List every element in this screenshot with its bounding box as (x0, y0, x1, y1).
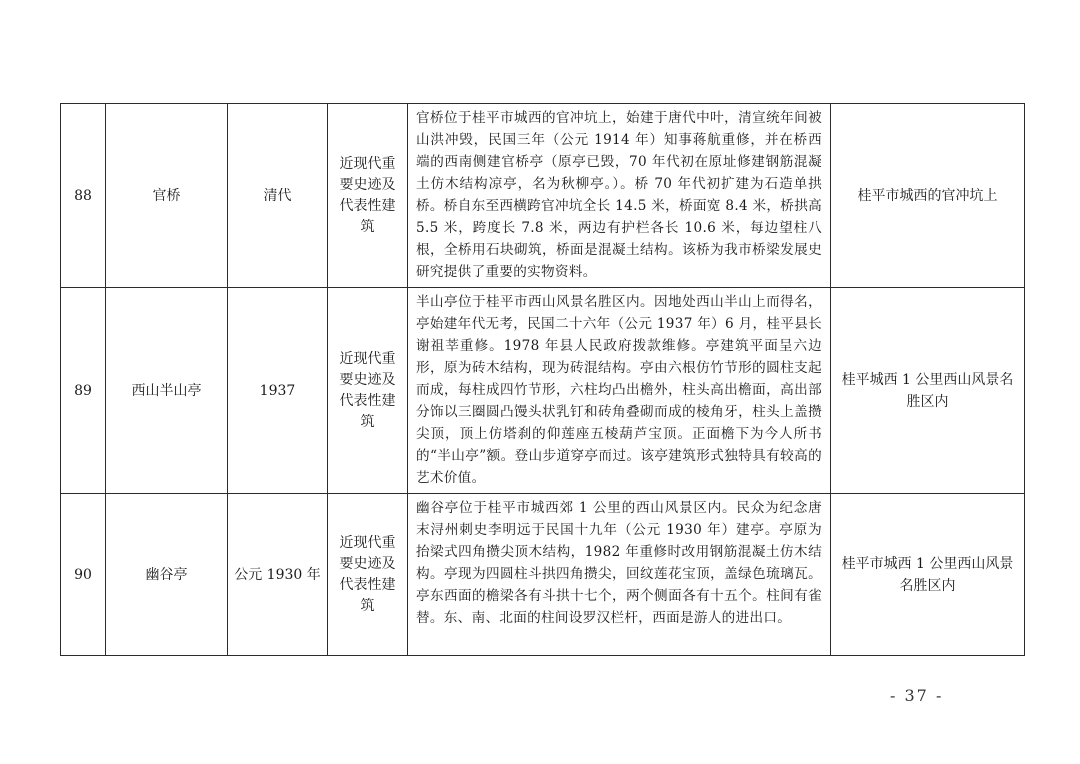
row-number: 90 (61, 494, 106, 656)
site-location: 桂平市城西的官冲坑上 (831, 104, 1025, 288)
site-description: 官桥位于桂平市城西的官冲坑上，始建于唐代中叶，清宣统年间被山洪冲毁，民国三年（公元 1914 年）知事蒋航重修，并在桥西端的西南侧建官桥亭（原亭已毁，70 年代初在原址修建钢筋混凝土仿木结构凉亭，名为秋柳亭。）。桥 70 年代初扩建为石造单拱桥。桥自东至西横跨官冲坑全长 14.5 米，桥面宽 8.4 米，桥拱高 5.5 米，跨度长 7.8 米，两边有护栏各长 10.6 米，每边望柱八根，全桥用石块砌筑，桥面是混凝土结构。该桥为我市桥梁发展史研究提供了重要的实物资料。 (408, 104, 831, 288)
row-number: 89 (61, 288, 106, 494)
row-number: 88 (61, 104, 106, 288)
site-name: 幽谷亭 (106, 494, 228, 656)
site-era: 公元 1930 年 (228, 494, 328, 656)
page-number: - 37 - (890, 686, 944, 705)
site-description: 半山亭位于桂平市西山风景名胜区内。因地处西山半山上而得名，亭始建年代无考，民国二十六年（公元 1937 年）6 月，桂平县长谢祖莘重修。1978 年县人民政府拨款维修。亭建筑平面呈六边形，原为砖木结构，现为砖混结构。亭由六根仿竹节形的圆柱支起而成，每柱成四竹节形，六柱均凸出檐外，柱头高出檐面，高出部分饰以三圈圆凸馒头状乳钉和砖角叠砌而成的棱角牙，柱头上盖攒尖顶，顶上仿塔刹的仰莲座五棱葫芦宝顶。正面檐下为今人所书的“半山亭”额。登山步道穿亭而过。该亭建筑形式独特具有较高的艺术价值。 (408, 288, 831, 494)
site-category: 近现代重要史迹及代表性建筑 (328, 104, 408, 288)
heritage-table (60, 103, 1025, 656)
site-location: 桂平城西 1 公里西山风景名胜区内 (831, 288, 1025, 494)
site-category: 近现代重要史迹及代表性建筑 (328, 494, 408, 656)
site-name: 官桥 (106, 104, 228, 288)
table-row (61, 104, 1025, 288)
site-name: 西山半山亭 (106, 288, 228, 494)
site-location: 桂平市城西 1 公里西山风景名胜区内 (831, 494, 1025, 656)
site-era: 1937 (228, 288, 328, 494)
table-row (61, 494, 1025, 656)
site-era: 清代 (228, 104, 328, 288)
site-category: 近现代重要史迹及代表性建筑 (328, 288, 408, 494)
site-description: 幽谷亭位于桂平市城西郊 1 公里的西山风景区内。民众为纪念唐末浔州刺史李明远于民国十九年（公元 1930 年）建亭。亭原为抬梁式四角攒尖顶木结构，1982 年重修时改用钢筋混凝土仿木结构。亭现为四圆柱斗拱四角攒尖，回纹莲花宝顶，盖绿色琉璃瓦。亭东西面的檐梁各有斗拱十七个，两个侧面各有十五个。柱间有雀替。东、南、北面的柱间设罗汉栏杆，西面是游人的进出口。 (408, 494, 831, 656)
table-row (61, 288, 1025, 494)
